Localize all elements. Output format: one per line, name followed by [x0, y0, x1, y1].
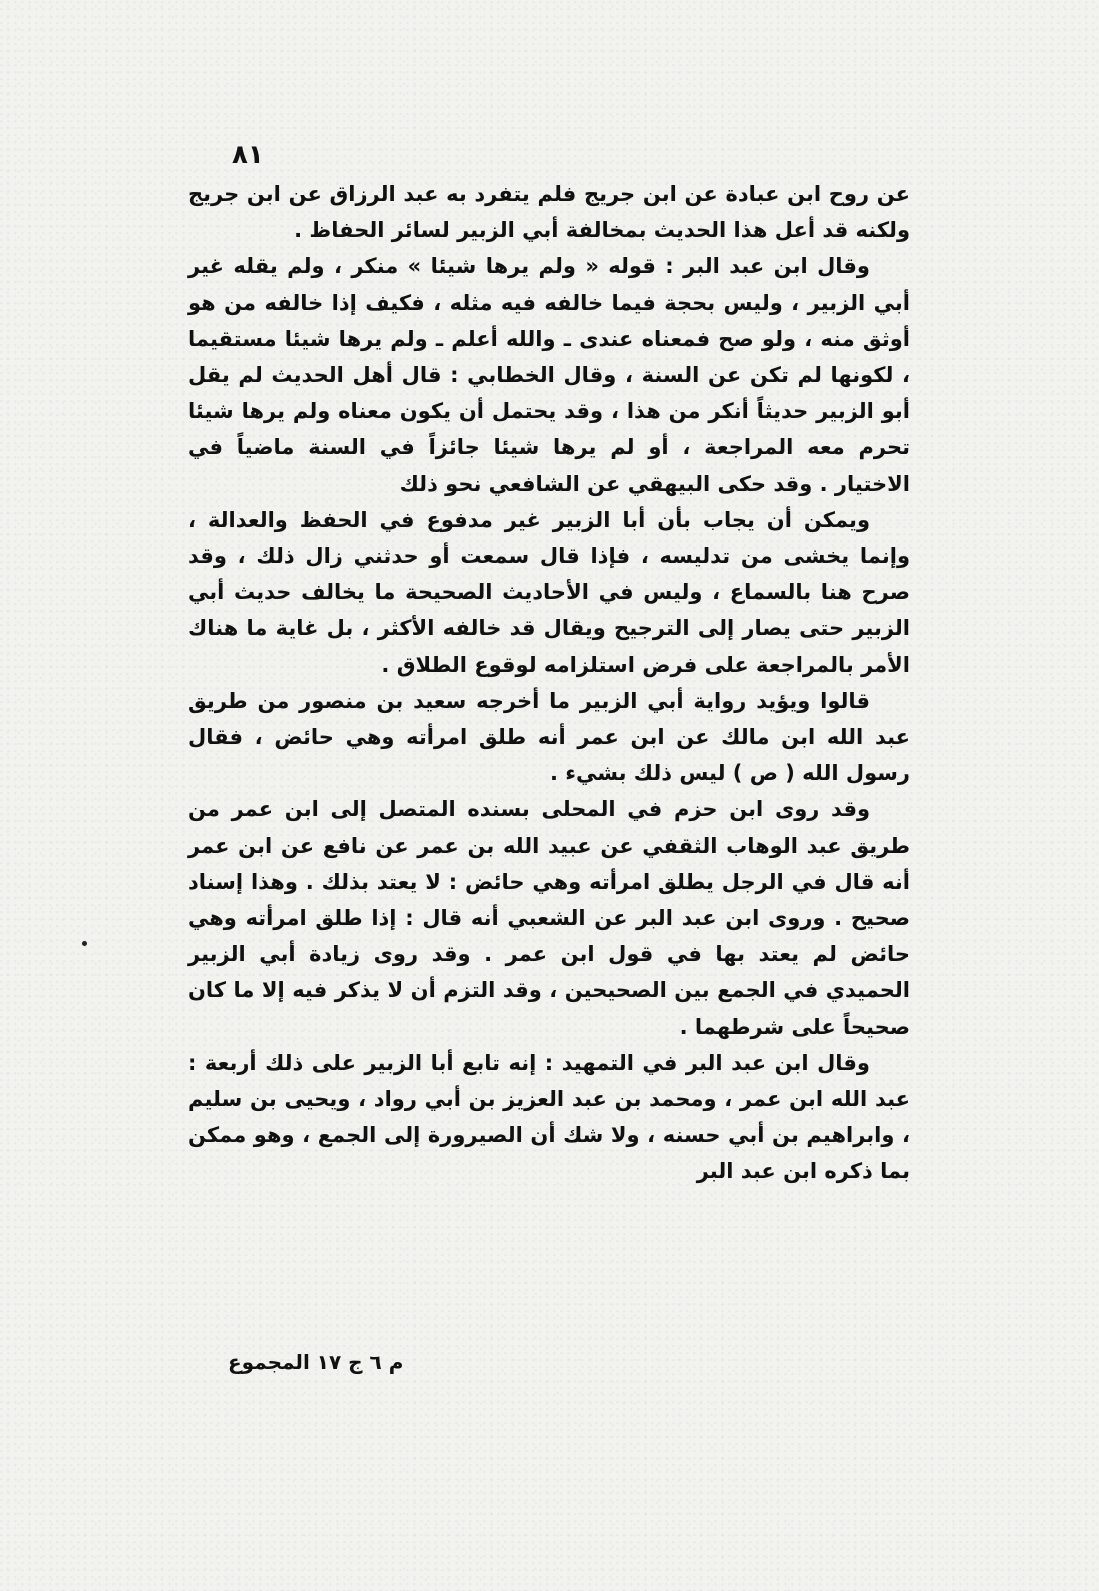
paragraph-2: وقال ابن عبد البر : قوله « ولم يرها شيئا » منكر ، ولم يقله غير أبي الزبير ، وليس بحجة فيما خالفه فيه مثله ، فكيف إذا خالفه من هو أوثق منه ، ولو صح فمعناه عندى ـ والله أعلم ـ ولم يرها شيئا مستقيما ، لكونها لم تكن عن السنة ، وقال الخطابي : قال أهل الحديث لم يقل أبو الزبير حديثاً أنكر من هذا ، وقد يحتمل أن يكون معناه ولم يرها شيئا تحرم معه المراجعة ، أو لم يرها شيئا جائزاً في السنة ماضياً في الاختيار . وقد حكى البيهقي عن الشافعي نحو ذلك: [188, 254, 910, 496]
page-footer: م ٦ ج ١٧ المجموع: [228, 1350, 404, 1374]
body-text: [188, 176, 910, 1190]
paragraph-4: قالوا ويؤيد رواية أبي الزبير ما أخرجه سعيد بن منصور من طريق عبد الله ابن مالك عن ابن عمر أنه طلق امرأته وهي حائض ، فقال رسول الله ( ص ) ليس ذلك بشيء .: [188, 688, 910, 786]
ink-speck: [82, 941, 87, 946]
paragraph-3: ويمكن أن يجاب بأن أبا الزبير غير مدفوع في الحفظ والعدالة ، وإنما يخشى من تدليسه ، فإذا قال سمعت أو حدثني زال ذلك ، وقد صرح هنا بالسماع ، وليس في الأحاديث الصحيحة ما يخالف حديث أبي الزبير حتى يصار إلى الترجيح ويقال قد خالفه الأكثر ، بل غاية ما هناك الأمر بالمراجعة على فرض استلزامه لوقوع الطلاق .: [188, 507, 910, 677]
paragraph-1: عن روح ابن عبادة عن ابن جريج فلم يتفرد به عبد الرزاق عن ابن جريج ولكنه قد أعل هذا الحديث بمخالفة أبي الزبير لسائر الحفاظ .: [188, 182, 910, 243]
page-number: ٨١: [232, 140, 264, 170]
paragraph-5: وقد روى ابن حزم في المحلى بسنده المتصل إلى ابن عمر من طريق عبد الوهاب الثقفي عن عبيد الله بن عمر عن نافع عن ابن عمر أنه قال في الرجل يطلق امرأته وهي حائض : لا يعتد بذلك . وهذا إسناد صحيح . وروى ابن عبد البر عن الشعبي أنه قال : إذا طلق امرأته وهي حائض لم يعتد بها في قول ابن عمر . وقد روى زيادة أبي الزبير الحميدي في الجمع بين الصحيحين ، وقد التزم أن لا يذكر فيه إلا ما كان صحيحاً على شرطهما .: [188, 797, 910, 1039]
paragraph-6: وقال ابن عبد البر في التمهيد : إنه تابع أبا الزبير على ذلك أربعة : عبد الله ابن عمر ، ومحمد بن عبد العزيز بن أبي رواد ، ويحيى بن سليم ، وابراهيم بن أبي حسنه ، ولا شك أن الصيرورة إلى الجمع ، وهو ممكن بما ذكره ابن عبد البر: [188, 1050, 910, 1184]
